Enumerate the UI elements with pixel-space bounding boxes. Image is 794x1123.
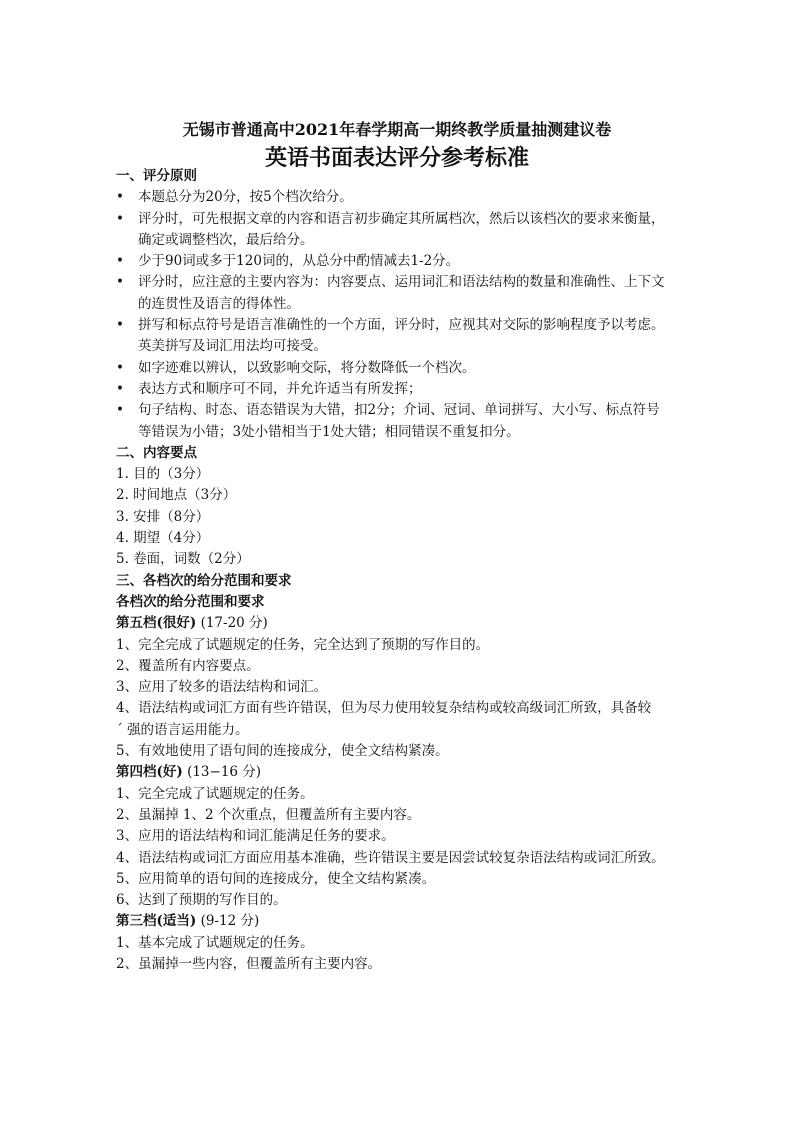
list-item: 3、应用的语法结构和词汇能满足任务的要求。 — [116, 828, 395, 845]
bullet-item — [116, 358, 686, 379]
list-item: 6、达到了预期的写作目的。 — [116, 892, 287, 909]
bullet-item — [116, 379, 686, 400]
list-item-continuation: ´ 强的语言运用能力。 — [116, 721, 249, 738]
list-item: 5. 卷面，词数（2分） — [116, 551, 250, 568]
bullet-text: 如字迹难以辨认，以致影响交际，将分数降低一个档次。 — [138, 359, 476, 376]
list-item: 4、语法结构或词汇方面应用基本准确，些许错误主要是因尝试较复杂语法结构或词汇所致。 — [116, 849, 665, 866]
bullet-icon: • — [116, 210, 124, 227]
list-item: 1、完全完成了试题规定的任务，完全达到了预期的写作目的。 — [116, 636, 490, 653]
bullet-text: 拼写和标点符号是语言准确性的一个方面，评分时，应视其对交际的影响程度予以考虑。 — [138, 317, 665, 334]
bullet-item — [116, 400, 686, 421]
list-item: 2、覆盖所有内容要点。 — [116, 657, 260, 674]
bullet-text: 句子结构、时态、语态错误为大错，扣2分；介词、冠词、单词拼写、大小写、标点符号 — [138, 402, 660, 419]
list-item: 2、虽漏掉一些内容，但覆盖所有主要内容。 — [116, 955, 382, 972]
bullet-icon: • — [116, 189, 124, 206]
list-item: 4. 期望（4分） — [116, 530, 210, 547]
list-item: 4、语法结构或词汇方面有些许错误，但为尽力使用较复杂结构或较高级词汇所致，具备较 — [116, 700, 652, 717]
list-item: 1、基本完成了试题规定的任务。 — [116, 934, 314, 951]
bullet-text: 评分时，可先根据文章的内容和语言初步确定其所属档次，然后以该档次的要求来衡量， — [138, 210, 665, 227]
list-item: 2. 时间地点（3分） — [116, 487, 237, 504]
grade-range: (17-20 分) — [196, 615, 268, 632]
bullet-continuation: 英美拼写及词汇用法均可接受。 — [138, 338, 327, 355]
grade-range: (9-12 分) — [196, 913, 260, 930]
list-item: 2、虽漏掉 1、2 个次重点，但覆盖所有主要内容。 — [116, 806, 421, 823]
grade-title: 第四档(好) — [116, 764, 183, 781]
bullet-icon: • — [116, 402, 124, 419]
bullet-continuation: 等错误为小错；3处小错相当于1处大错；相同错误不重复扣分。 — [138, 423, 520, 440]
bullet-item — [116, 209, 686, 230]
list-item: 5、有效地使用了语句间的连接成分，使全文结构紧凑。 — [116, 743, 449, 760]
bullet-item — [116, 272, 686, 293]
bullet-text: 本题总分为20分，按5个档次给分。 — [138, 189, 353, 206]
section-heading: 二、内容要点 — [116, 444, 197, 461]
list-item: 1、完全完成了试题规定的任务。 — [116, 785, 314, 802]
grade-title: 第五档(很好) — [116, 615, 197, 632]
bullet-icon: • — [116, 359, 124, 376]
section-heading: 三、各档次的给分范围和要求 — [116, 572, 292, 589]
bullet-text: 少于90词或多于120词的，从总分中酌情减去1-2分。 — [138, 253, 460, 270]
list-item: 5、应用简单的语句间的连接成分，使全文结构紧凑。 — [116, 870, 436, 887]
section-heading: 一、评分原则 — [116, 168, 197, 184]
bullet-text: 表达方式和顺序可不同，并允许适当有所发挥； — [138, 380, 422, 397]
grade-heading — [116, 613, 686, 634]
bullet-continuation: 的连贯性及语言的得体性。 — [138, 295, 300, 312]
grade-heading — [116, 911, 686, 932]
document-title: 无锡市普通高中2021年春学期高一期终教学质量抽测建议卷 — [182, 120, 612, 139]
bullet-text: 评分时，应注意的主要内容为：内容要点、运用词汇和语法结构的数量和准确性、上下文 — [138, 274, 665, 291]
bullet-continuation: 确定或调整档次，最后给分。 — [138, 231, 314, 248]
subsection-heading: 各档次的给分范围和要求 — [116, 593, 265, 610]
grade-title: 第三档(适当) — [116, 913, 197, 930]
document-body — [116, 166, 686, 975]
bullet-item — [116, 187, 686, 208]
list-item: 3. 安排（8分） — [116, 508, 210, 525]
list-item: 3、应用了较多的语法结构和词汇。 — [116, 679, 328, 696]
grade-heading — [116, 762, 686, 783]
bullet-icon: • — [116, 274, 124, 291]
bullet-icon: • — [116, 253, 124, 270]
bullet-item — [116, 315, 686, 336]
document-subtitle: 英语书面表达评分参考标准 — [264, 145, 529, 171]
grade-range: (13−16 分) — [182, 764, 262, 781]
list-item: 1. 目的（3分） — [116, 466, 210, 483]
bullet-icon: • — [116, 380, 124, 397]
bullet-icon: • — [116, 317, 124, 334]
bullet-item — [116, 251, 686, 272]
